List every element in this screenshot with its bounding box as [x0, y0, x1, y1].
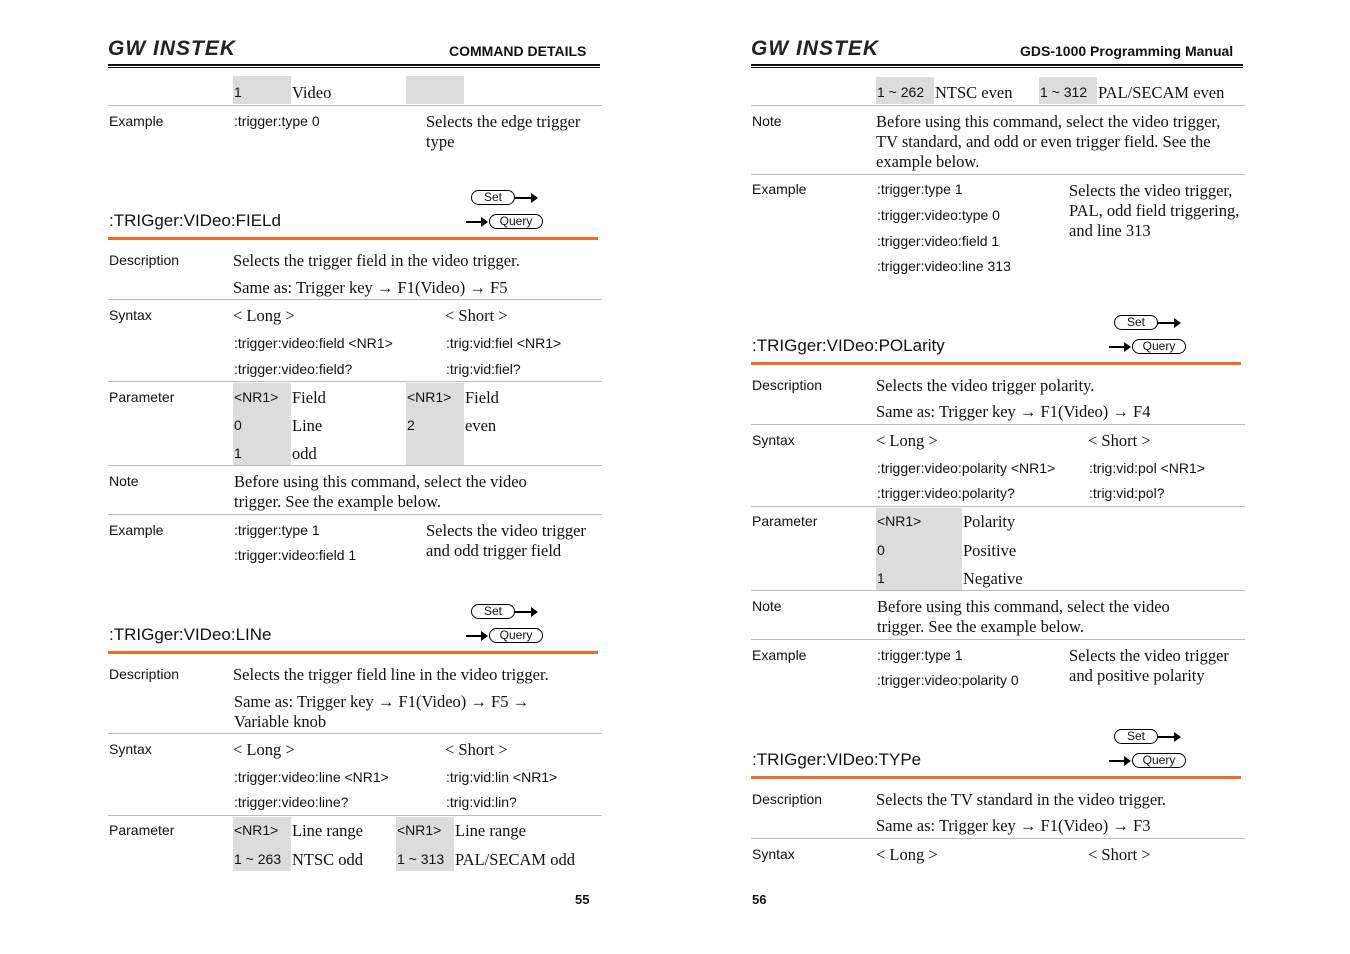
- param-meaning: even: [465, 416, 497, 435]
- row-divider: [751, 506, 1245, 507]
- description-text: Selects the TV standard in the video trigger.: [876, 790, 1166, 809]
- query-badge: Query: [489, 628, 543, 643]
- syntax-long-query: :trigger:video:polarity?: [877, 485, 1015, 501]
- param-name: <NR1>: [407, 389, 452, 405]
- query-badge: Query: [489, 214, 543, 229]
- page-number: 56: [752, 892, 767, 907]
- same-as-text: Same as: Trigger key → F1(Video) → F3: [876, 816, 1151, 835]
- syntax-short-header: < Short >: [1088, 845, 1151, 864]
- example-label: Example: [109, 113, 164, 129]
- syntax-short-query: :trig:vid:fiel?: [446, 361, 521, 377]
- parameter-label: Parameter: [109, 822, 175, 838]
- syntax-label: Syntax: [752, 846, 795, 862]
- syntax-short-header: < Short >: [445, 306, 508, 325]
- param-meaning: PAL/SECAM odd: [455, 850, 575, 869]
- row-divider: [108, 105, 602, 106]
- query-badge: Query: [1132, 339, 1186, 354]
- param-value: 1 ~ 313: [397, 851, 445, 867]
- command-title: :TRIGger:VIDeo:TYPe: [752, 750, 922, 769]
- header-rule: [751, 64, 1243, 68]
- description-text: Selects the trigger field in the video trigger.: [233, 251, 520, 270]
- set-arrow-icon: [1157, 736, 1179, 738]
- syntax-label: Syntax: [109, 307, 152, 323]
- example-label: Example: [752, 647, 807, 663]
- example-description: Selects the edge trigger type: [426, 112, 581, 151]
- gw-instek-logo: GW INSTEK: [108, 37, 236, 60]
- title-rule: [108, 237, 598, 240]
- syntax-long: :trigger:video:line <NR1>: [234, 769, 389, 785]
- param-meaning: Positive: [963, 541, 1017, 560]
- query-arrow-icon: [1109, 346, 1129, 348]
- note-label: Note: [752, 113, 782, 129]
- title-rule: [108, 651, 598, 654]
- example-code: :trigger:type 0: [234, 113, 320, 129]
- syntax-long-query: :trigger:video:line?: [234, 794, 349, 810]
- set-badge: Set: [1114, 729, 1158, 744]
- param-meaning: Field: [292, 388, 326, 407]
- command-title: :TRIGger:VIDeo:FIELd: [109, 211, 281, 230]
- param-meaning: NTSC even: [935, 83, 1013, 102]
- param-meaning: Negative: [963, 569, 1023, 588]
- param-meaning: PAL/SECAM even: [1098, 83, 1225, 102]
- note-text: Before using this command, select the video trigger, TV standard, and odd or even trigger field. See the example below.: [876, 112, 1221, 171]
- example-code: :trigger:type 1: [877, 181, 963, 197]
- param-meaning: Polarity: [963, 512, 1016, 531]
- row-divider: [108, 465, 602, 466]
- note-text: Before using this command, select the video trigger. See the example below.: [877, 597, 1170, 636]
- description-text: Selects the trigger field line in the video trigger.: [233, 665, 549, 684]
- param-meaning: Line range: [455, 821, 527, 840]
- row-divider: [751, 639, 1245, 640]
- param-value: 0: [234, 417, 242, 433]
- param-value: 1: [234, 445, 242, 461]
- param-value: 1: [877, 570, 885, 586]
- param-value: 0: [877, 542, 885, 558]
- page-header-title: COMMAND DETAILS: [449, 43, 587, 59]
- param-meaning: Line range: [292, 821, 364, 840]
- syntax-long-header: < Long >: [233, 740, 295, 759]
- syntax-long: :trigger:video:field <NR1>: [234, 335, 393, 351]
- row-divider: [108, 815, 602, 816]
- syntax-short: :trig:vid:pol <NR1>: [1089, 460, 1205, 476]
- example-description: Selects the video trigger and odd trigger field: [426, 521, 586, 560]
- row-divider: [751, 590, 1245, 591]
- param-name: <NR1>: [234, 822, 279, 838]
- row-divider: [108, 381, 602, 382]
- syntax-long-header: < Long >: [876, 845, 938, 864]
- example-code: :trigger:video:field 1: [877, 233, 1000, 249]
- header-rule: [108, 64, 600, 68]
- example-description: Selects the video trigger, PAL, odd field triggering, and line 313: [1069, 181, 1240, 240]
- example-code: :trigger:type 1: [877, 647, 963, 663]
- param-meaning: NTSC odd: [292, 850, 364, 869]
- syntax-short-query: :trig:vid:pol?: [1089, 485, 1165, 501]
- example-code: :trigger:video:field 1: [234, 547, 357, 563]
- set-arrow-icon: [514, 611, 536, 613]
- same-as-text: Same as: Trigger key → F1(Video) → F4: [876, 402, 1151, 421]
- param-value: 1 ~ 312: [1040, 84, 1088, 100]
- parameter-label: Parameter: [752, 513, 818, 529]
- row-divider: [751, 174, 1245, 175]
- param-value: 1 ~ 262: [877, 84, 925, 100]
- param-value: 1: [234, 84, 242, 100]
- param-value: 2: [407, 417, 415, 433]
- query-badge: Query: [1132, 753, 1186, 768]
- set-badge: Set: [1114, 315, 1158, 330]
- same-as-text: Same as: Trigger key → F1(Video) → F5: [233, 278, 508, 297]
- param-name: <NR1>: [234, 389, 279, 405]
- syntax-short-query: :trig:vid:lin?: [446, 794, 517, 810]
- param-meaning: Line: [292, 416, 323, 435]
- row-divider: [108, 733, 602, 734]
- param-meaning: odd: [292, 444, 317, 463]
- row-divider: [108, 299, 602, 300]
- syntax-long: :trigger:video:polarity <NR1>: [877, 460, 1056, 476]
- syntax-short: :trig:vid:fiel <NR1>: [446, 335, 562, 351]
- syntax-short-header: < Short >: [1088, 431, 1151, 450]
- page-header-title: GDS-1000 Programming Manual: [1020, 43, 1234, 59]
- example-label: Example: [752, 181, 807, 197]
- same-as-text: Same as: Trigger key → F1(Video) → F5 → Variable knob: [234, 692, 530, 731]
- syntax-short-header: < Short >: [445, 740, 508, 759]
- syntax-long-query: :trigger:video:field?: [234, 361, 353, 377]
- row-divider: [751, 424, 1245, 425]
- description-label: Description: [109, 666, 180, 682]
- description-text: Selects the video trigger polarity.: [876, 376, 1095, 395]
- param-meaning: Field: [465, 388, 499, 407]
- description-label: Description: [752, 377, 823, 393]
- page-number: 55: [575, 892, 590, 907]
- syntax-long-header: < Long >: [876, 431, 938, 450]
- set-badge: Set: [471, 604, 515, 619]
- query-arrow-icon: [466, 635, 486, 637]
- example-code: :trigger:type 1: [234, 522, 320, 538]
- note-text: Before using this command, select the video trigger. See the example below.: [234, 472, 527, 511]
- set-badge: Set: [471, 190, 515, 205]
- syntax-short: :trig:vid:lin <NR1>: [446, 769, 558, 785]
- note-label: Note: [109, 473, 139, 489]
- example-label: Example: [109, 522, 164, 538]
- description-label: Description: [752, 791, 823, 807]
- row-divider: [751, 105, 1245, 106]
- row-divider: [751, 838, 1245, 839]
- syntax-long-header: < Long >: [233, 306, 295, 325]
- syntax-label: Syntax: [109, 741, 152, 757]
- set-arrow-icon: [1157, 322, 1179, 324]
- gw-instek-logo: GW INSTEK: [751, 37, 879, 60]
- param-value: 1 ~ 263: [234, 851, 282, 867]
- param-name: <NR1>: [877, 513, 922, 529]
- row-divider: [108, 514, 602, 515]
- example-code: :trigger:video:type 0: [877, 207, 1000, 223]
- query-arrow-icon: [1109, 760, 1129, 762]
- set-arrow-icon: [514, 197, 536, 199]
- parameter-label: Parameter: [109, 389, 175, 405]
- example-code: :trigger:video:line 313: [877, 258, 1011, 274]
- param-meaning: Video: [292, 83, 332, 102]
- query-arrow-icon: [466, 221, 486, 223]
- param-cell-bg: [406, 76, 464, 104]
- title-rule: [751, 362, 1241, 365]
- example-code: :trigger:video:polarity 0: [877, 672, 1019, 688]
- syntax-label: Syntax: [752, 432, 795, 448]
- example-description: Selects the video trigger and positive polarity: [1069, 646, 1229, 685]
- param-name: <NR1>: [397, 822, 442, 838]
- note-label: Note: [752, 598, 782, 614]
- command-title: :TRIGger:VIDeo:POLarity: [752, 336, 945, 355]
- title-rule: [751, 776, 1241, 779]
- command-title: :TRIGger:VIDeo:LINe: [109, 625, 272, 644]
- description-label: Description: [109, 252, 180, 268]
